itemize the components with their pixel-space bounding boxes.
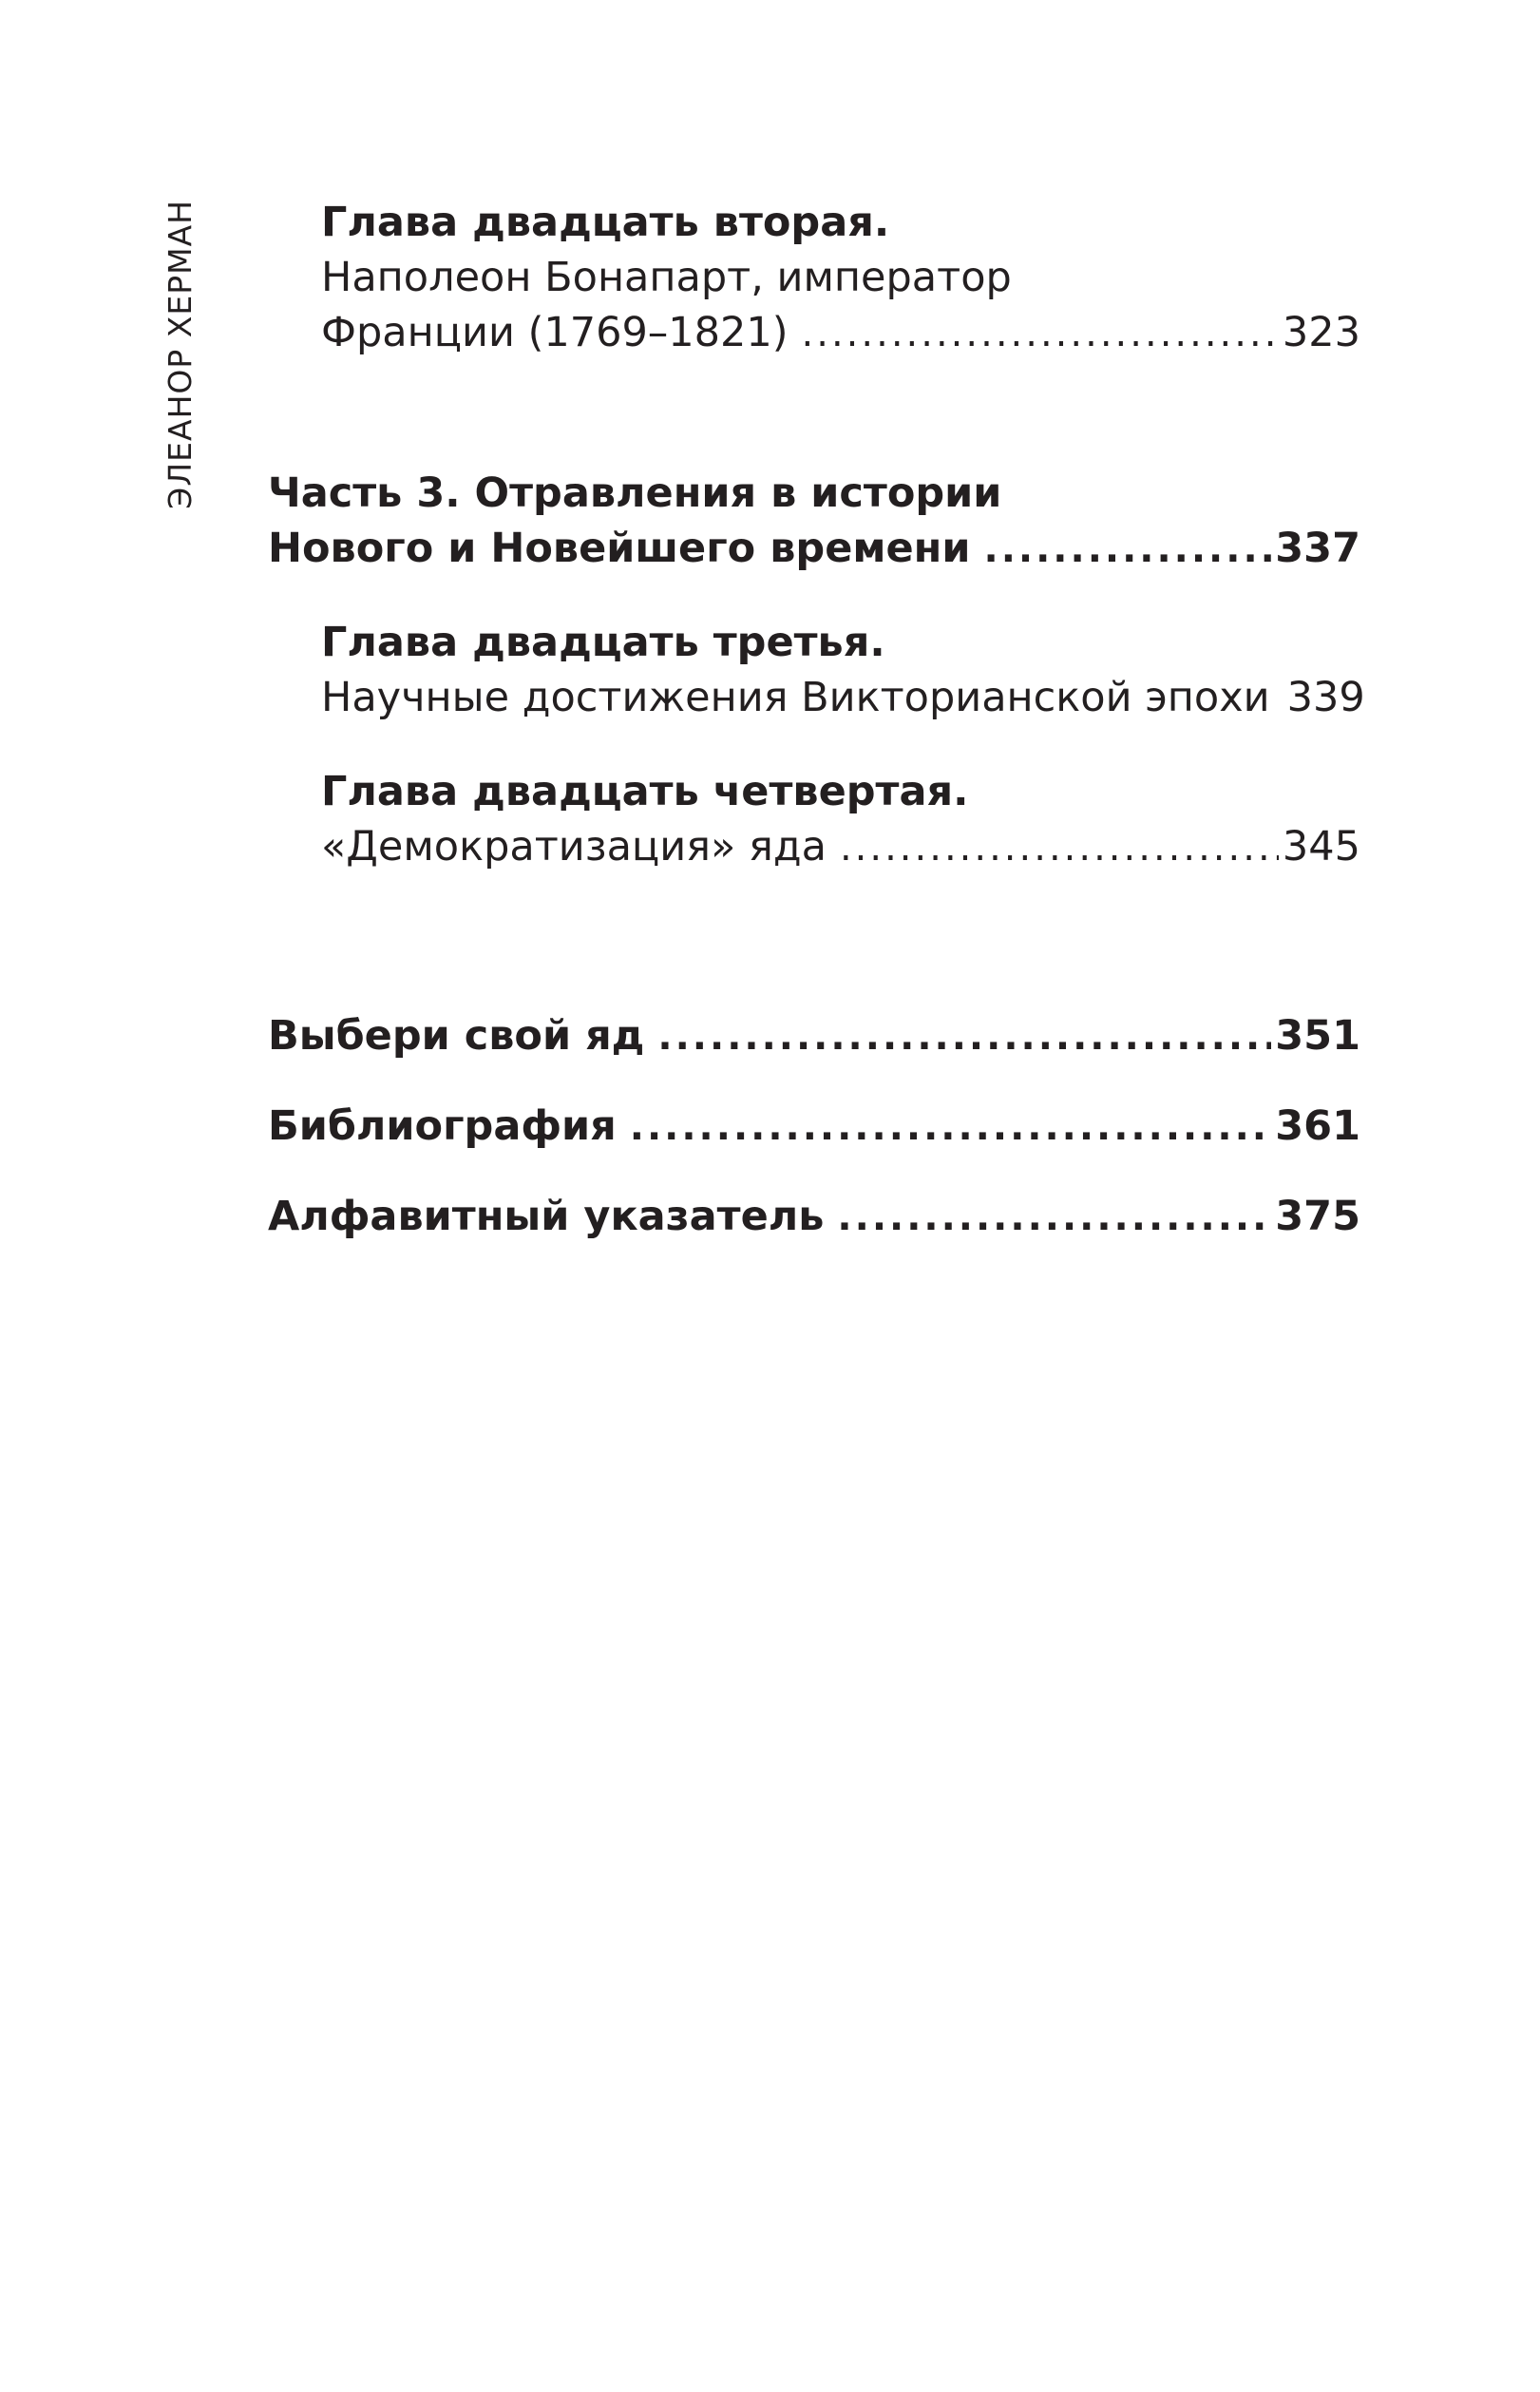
leader-dots [802,306,1279,361]
chapter-title-line-with-page: Научные достижения Викторианской эпохи 339 [321,670,1360,726]
leader-dots [630,1100,1271,1155]
toc-entry-choose-your-poison[interactable]: Выбери свой яд ..... 351 [268,1008,1360,1064]
toc-entry-index[interactable]: Алфавитный указатель ..... 375 [268,1189,1360,1245]
table-of-contents [268,195,1365,1245]
page-number: 375 [1275,1193,1360,1240]
chapter-title-line: Наполеон Бонапарт, император [321,254,1012,301]
leader-dots [984,522,1272,577]
chapter-title-line-with-page: Франции (1769–1821) ..... 323 [321,305,1360,361]
leader-dots [837,1190,1271,1245]
toc-entry-chapter-24[interactable] [268,764,1360,875]
toc-entry-chapter-22[interactable] [268,195,1360,361]
page-number: 351 [1275,1012,1360,1060]
chapter-heading: Глава двадцать третья. [321,619,885,666]
toc-entry-chapter-23[interactable] [268,615,1365,726]
toc-entry-bibliography[interactable]: Библиография ..... 361 [268,1099,1360,1155]
page-number: 345 [1282,823,1360,871]
page-number: 361 [1275,1102,1360,1150]
part-title-line: Часть 3. Отравления в истории [268,469,1002,517]
page-number: 323 [1282,309,1360,356]
page-number: 337 [1275,525,1360,572]
leader-dots [840,820,1279,875]
part-title-line-with-page: Нового и Новейшего времени ..... 337 [268,521,1360,577]
running-head-author: ЭЛЕАНОР ХЕРМАН [162,200,199,509]
page-number: 339 [1286,674,1365,721]
leader-dots [657,1009,1271,1064]
chapter-heading: Глава двадцать четвертая. [321,768,969,815]
chapter-heading: Глава двадцать вторая. [321,199,890,246]
chapter-title-line-with-page: «Демократизация» яда ..... 345 [321,819,1360,875]
toc-entry-part-3[interactable] [268,466,1360,577]
